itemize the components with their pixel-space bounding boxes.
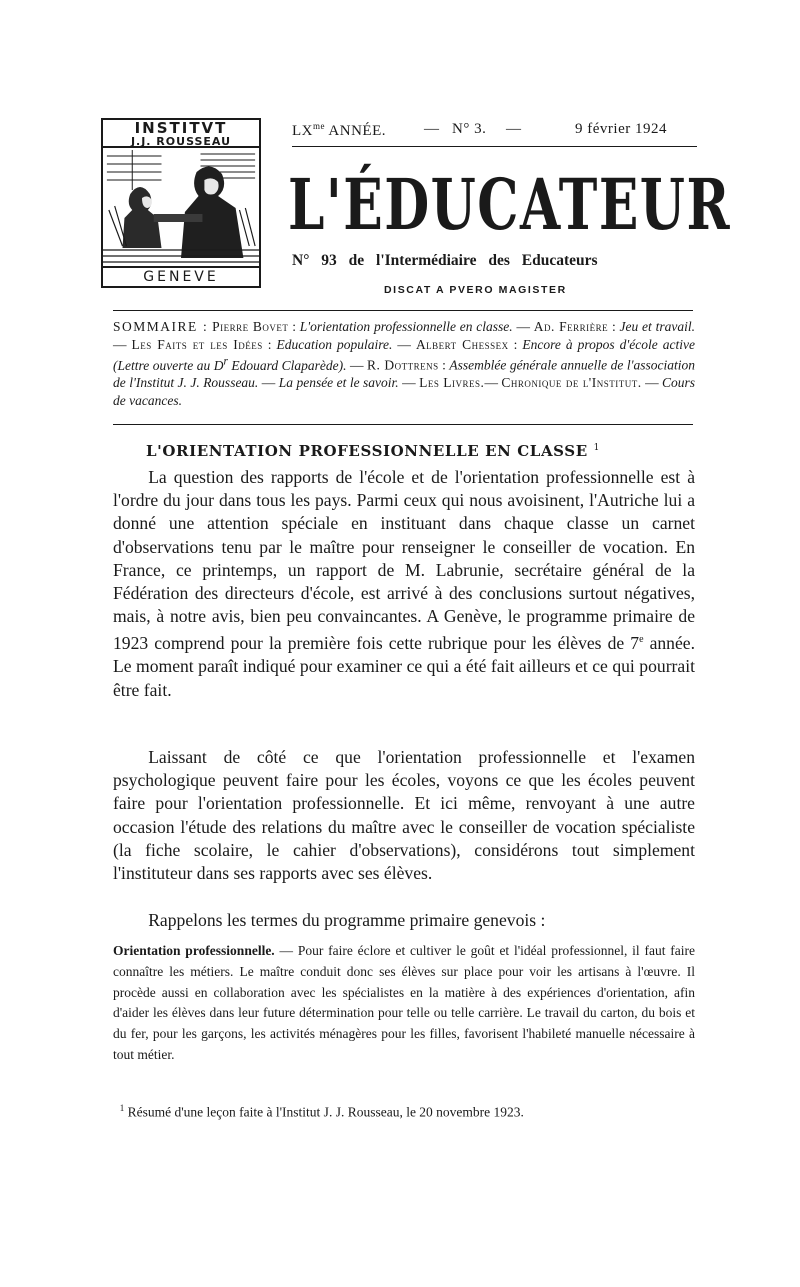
footnote: $^1$ Résumé d'une leçon faite à l'Institut J. J. Rousseau, le 20 novembre 1923. bbox=[119, 1103, 524, 1120]
toc-section: Les Faits et les Idées bbox=[131, 336, 263, 352]
toc-author: Pierre Bovet bbox=[212, 319, 289, 334]
issue-dash-2: — bbox=[506, 121, 522, 137]
toc-section: Les Livres. bbox=[419, 375, 485, 391]
journal-motto: DISCAT A PVERO MAGISTER bbox=[384, 284, 567, 296]
logo-geneve-text: GENEVE bbox=[103, 266, 259, 286]
toc-author: R. Dottrens bbox=[367, 357, 439, 373]
paragraph-2: Laissant de côté ce que l'orientation professionnelle et l'examen psychologique peuvent faire pour les écoles, voyons ce que les écoles peuvent faire pour l'orientation professionnelle. Et ici même, renvoyant à une autre occasion l'étude des relations du maître avec le conseiller de vocation spécialiste (la fiche scolaire, le cahier d'observations), considérons tout simplement l'instituteur dans ses rapports avec ses élèves. bbox=[113, 747, 695, 884]
issue-line bbox=[292, 119, 697, 147]
toc-title: La pensée et le savoir. bbox=[278, 375, 399, 391]
toc-title: Encore à propos d'école active (Lettre ouverte au $D^r$ Edouard Claparède). bbox=[113, 336, 696, 373]
divider-top bbox=[113, 310, 693, 311]
heading-footnote-mark: 1 bbox=[593, 443, 600, 453]
toc-author: Ad. Ferrière bbox=[533, 319, 609, 334]
logo-top-banner bbox=[103, 120, 259, 148]
issue-number: N° 3. bbox=[452, 121, 487, 137]
toc-title: Jeu et travail. bbox=[619, 319, 695, 334]
journal-subtitle: N° 93 de l'Intermédiaire des Educateurs bbox=[292, 252, 598, 269]
sommaire-label: SOMMAIRE : bbox=[113, 319, 209, 334]
issue-date: 9 février 1924 bbox=[575, 121, 667, 137]
toc-author: Albert Chessex bbox=[415, 336, 509, 352]
logo-engraving-icon bbox=[103, 150, 259, 268]
program-quote: Orientation professionnelle. — Pour faire éclore et cultiver le goût et l'idéal professionnel, il faut faire connaître les métiers. Le maître conduit donc ses élèves sur place pour voir les artisans à l'œuvre. Il procède aussi en collaboration avec les spécialistes en la matière à des expériences d'orientation, afin d'aider les élèves dans leur future détermination pour telle ou telle carrière. Le travail du carton, du bois et du fer, pour les garçons, les activités ménagères pour les filles, favorisent l'habileté manuelle nécessaire à tout métier. bbox=[113, 943, 695, 1062]
issue-year: $LX^{me}$ ANNÉE. bbox=[292, 121, 386, 139]
toc-title: Education populaire. bbox=[276, 336, 393, 352]
institute-logo bbox=[101, 118, 261, 288]
toc-section: Chronique de l'Institut. bbox=[501, 375, 642, 391]
article-heading: L'ORIENTATION PROFESSIONNELLE EN CLASSE $^1$ bbox=[146, 442, 600, 460]
issue-dash-1: — bbox=[424, 121, 440, 137]
journal-title: L'ÉDUCATEUR bbox=[288, 163, 731, 246]
toc-title: Cours de vacances. bbox=[113, 375, 696, 408]
paragraph-3: Rappelons les termes du programme primaire genevois : bbox=[148, 910, 546, 930]
toc-title: L'orientation professionnelle en classe. bbox=[299, 319, 513, 334]
logo-rousseau-text: J.J. ROUSSEAU bbox=[130, 135, 232, 148]
paragraph-1: La question des rapports de l'école et de l'orientation professionnelle est à l'ordre du jour dans tous les pays. Parmi ceux qui nous avoisinent, l'Autriche lui a donné une attention spéciale en instituant dans chaque classe un carnet d'observations tenu par le maître pour renseigner le conseiller de vocation. En France, ce printemps, un rapport de M. Labrunie, secrétaire général de la Fédération des directeurs d'école, est arrivé à des conclusions surtout négatives, mais, à notre avis, bien peu convaincantes. A Genève, le programme primaire de 1923 comprend pour la première fois cette rubrique pour les élèves de 7e année. Le moment paraît indiqué pour examiner ce qui a été fait ailleurs et ce qui pourrait être fait. bbox=[113, 467, 695, 700]
logo-institut-text: INSTITVT bbox=[134, 119, 228, 137]
footnote-mark: 1 bbox=[119, 1103, 125, 1113]
table-of-contents: SOMMAIRE : Pierre Bovet : L'orientation professionnelle en classe. — Ad. Ferrière : Jeu et travail. — Les Faits et les Idées : Education populaire. — Albert Chessex : Encore à propos d'école active (Lettre ouverte au $D^r$ Edouard Claparède). — R. Dottrens : Assemblée générale annuelle de l'association de l'Institut J. J. Rousseau. — La pensée et le savoir. — Les Livres.— Chronique de l'Institut. — Cours de vacances. bbox=[113, 319, 696, 408]
divider-bottom bbox=[113, 424, 693, 425]
toc-title: Assemblée générale annuelle de l'association de l'Institut J. J. Rousseau. bbox=[113, 357, 696, 391]
quote-lead: Orientation professionnelle. bbox=[113, 943, 275, 958]
